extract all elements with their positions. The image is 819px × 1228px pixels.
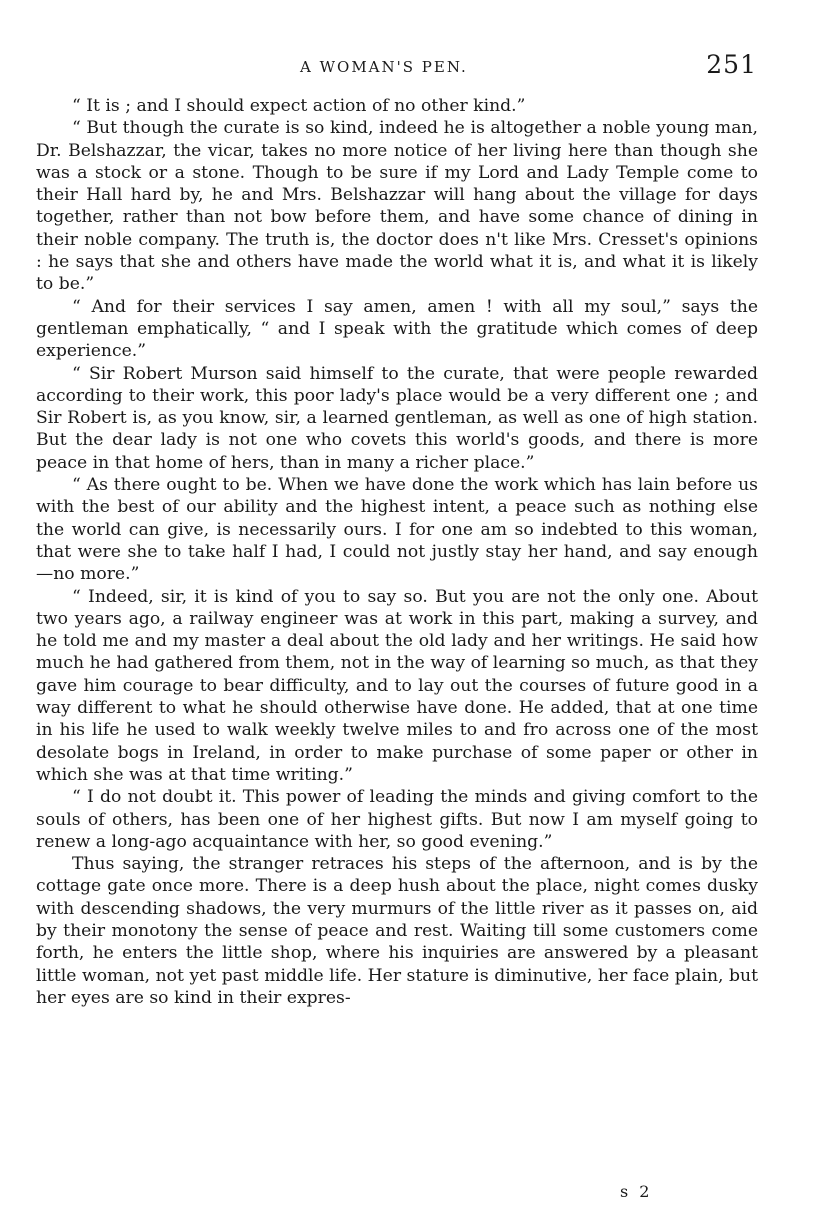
body-text <box>36 95 758 1009</box>
paragraph: “ It is ; and I should expect action of no other kind.” <box>72 96 526 116</box>
paragraph: “ And for their services I say amen, amen ! with all my soul,” says the gentleman emphatically, “ and I speak with the gratitude which comes of deep experience.” <box>36 296 758 362</box>
running-head: A WOMAN'S PEN. <box>300 58 468 76</box>
page-number: 251 <box>706 50 757 79</box>
signature-mark: s 2 <box>620 1182 653 1201</box>
paragraph: “ As there ought to be. When we have done the work which has lain before us with the best of our ability and the highest intent, a peace such as nothing else the world can give, is necessarily ours. I for one am so indebted to this woman, that were she to take half I had, I could not justly stay her hand, and say enough —no more.” <box>36 475 758 585</box>
paragraph: Thus saying, the stranger retraces his steps of the afternoon, and is by the cottage gate once more. There is a deep hush about the place, night comes dusky with descending shadows, the very murmurs of the little river as it passes on, aid by their monotony the sense of peace and rest. Waiting till some customers come forth, he enters the little shop, where his inquiries are answered by a pleasant little woman, not yet past middle life. Her stature is diminutive, her face plain, but her eyes are so kind in their expres- <box>36 854 758 1008</box>
paragraph: “ But though the curate is so kind, indeed he is altogether a noble young man, Dr. Belshazzar, the vicar, takes no more notice of her living here than though she was a stock or a stone. Though to be sure if my Lord and Lady Temple come to their Hall hard by, he and Mrs. Belshazzar will hang about the village for days together, rather than not bow before them, and have some chance of dining in their noble company. The truth is, the doctor does n't like Mrs. Cresset's opinions : he says that she and others have made the world what it is, and what it is likely to be.” <box>36 118 758 295</box>
page-header <box>0 50 819 80</box>
paragraph: “ Sir Robert Murson said himself to the curate, that were people rewarded according to their work, this poor lady's place would be a very different one ; and Sir Robert is, as you know, sir, a learned gentleman, as well as one of high station. But the dear lady is not one who covets this world's goods, and there is more peace in that home of hers, than in many a richer place.” <box>36 363 758 473</box>
paragraph: “ I do not doubt it. This power of leading the minds and giving comfort to the souls of others, has been one of her highest gifts. But now I am myself going to renew a long-ago acquaintance with her, so good evening.” <box>36 787 758 852</box>
paragraph: “ Indeed, sir, it is kind of you to say so. But you are not the only one. About two years ago, a railway engineer was at work in this part, making a survey, and he told me and my master a deal about the old lady and her writings. He said how much he had gathered from them, not in the way of learning so much, as that they gave him courage to bear difficulty, and to lay out the courses of future good in a way different to what he should otherwise have done. He added, that at one time in his life he used to walk weekly twelve miles to and fro across one of the most desolate bogs in Ireland, in order to make purchase of some paper or other in which she was at that time writing.” <box>36 586 758 785</box>
